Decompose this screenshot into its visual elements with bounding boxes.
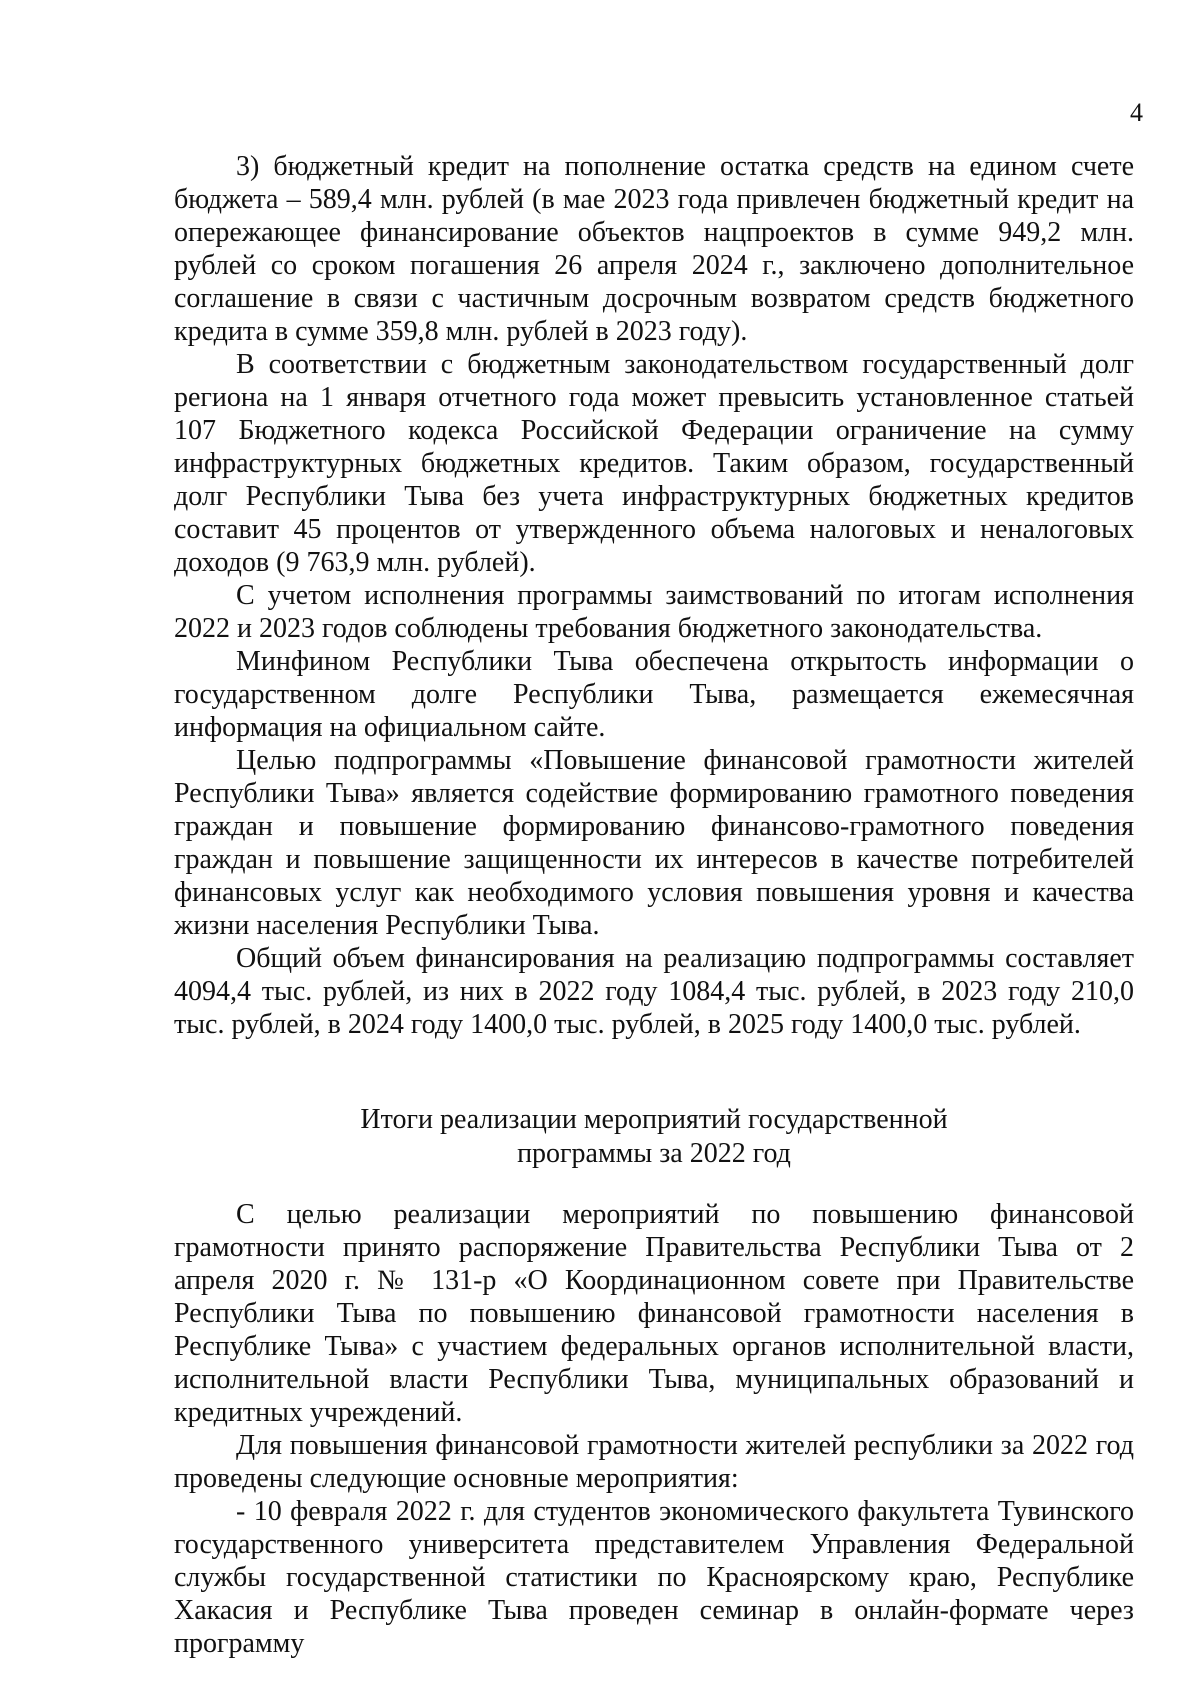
paragraph-borrowing-program: С учетом исполнения программы заимствований по итогам исполнения 2022 и 2023 годов соблюдены требования бюджетного законодательства. [174, 580, 1134, 644]
paragraph-subprogram-goal: Целью подпрограммы «Повышение финансовой грамотности жителей Республики Тыва» является содействие формированию грамотного поведения граждан и повышение формированию финансово-грамотного поведения граждан и повышение защищенности их интересов в качестве потребителей финансовых услуг как необходимого условия повышения уровня и качества жизни населения Республики Тыва. [174, 745, 1134, 941]
paragraph-subprogram-funding: Общий объем финансирования на реализацию подпрограммы составляет 4094,4 тыс. рублей, из них в 2022 году 1084,4 тыс. рублей, в 2023 году 210,0 тыс. рублей, в 2024 году 1400,0 тыс. рублей, в 2025 году 1400,0 тыс. рублей. [174, 943, 1134, 1040]
text-block-results-2022 [174, 1198, 1134, 1660]
section-heading [174, 1103, 1134, 1171]
page-number: 4 [1130, 98, 1143, 127]
section-heading-line-2: программы за 2022 год [517, 1138, 791, 1169]
paragraph-events-intro: Для повышения финансовой грамотности жителей республики за 2022 год проведены следующие основные мероприятия: [174, 1430, 1134, 1494]
paragraph-coordination-council: С целью реализации мероприятий по повышению финансовой грамотности принято распоряжение Правительства Республики Тыва от 2 апреля 2020 г. № 131-р «О Координационном совете при Правительстве Республики Тыва по повышению финансовой грамотности населения в Республике Тыва» с участием федеральных органов исполнительной власти, исполнительной власти Республики Тыва, муниципальных образований и кредитных учреждений. [174, 1199, 1134, 1428]
paragraph-budget-credit: 3) бюджетный кредит на пополнение остатка средств на едином счете бюджета – 589,4 млн. рублей (в мае 2023 года привлечен бюджетный кредит на опережающее финансирование объектов нацпроектов в сумме 949,2 млн. рублей со сроком погашения 26 апреля 2024 г., заключено дополнительное соглашение в связи с частичным досрочным возвратом средств бюджетного кредита в сумме 359,8 млн. рублей в 2023 году). [174, 151, 1134, 347]
section-heading-line-1: Итоги реализации мероприятий государственной [360, 1104, 948, 1135]
paragraph-event-seminar: - 10 февраля 2022 г. для студентов экономического факультета Тувинского государственного университета представителем Управления Федеральной службы государственной статистики по Красноярскому краю, Республике Хакасия и Республике Тыва проведен семинар в онлайн-формате через программу [174, 1496, 1134, 1659]
paragraph-state-debt: В соответствии с бюджетным законодательством государственный долг региона на 1 января отчетного года может превысить установленное статьей 107 Бюджетного кодекса Российской Федерации ограничение на сумму инфраструктурных бюджетных кредитов. Таким образом, государственный долг Республики Тыва без учета инфраструктурных бюджетных кредитов составит 45 процентов от утвержденного объема налоговых и неналоговых доходов (9 763,9 млн. рублей). [174, 349, 1134, 578]
paragraph-debt-transparency: Минфином Республики Тыва обеспечена открытость информации о государственном долге Республики Тыва, размещается ежемесячная информация на официальном сайте. [174, 646, 1134, 743]
text-block-budget-credit [174, 150, 1134, 1041]
